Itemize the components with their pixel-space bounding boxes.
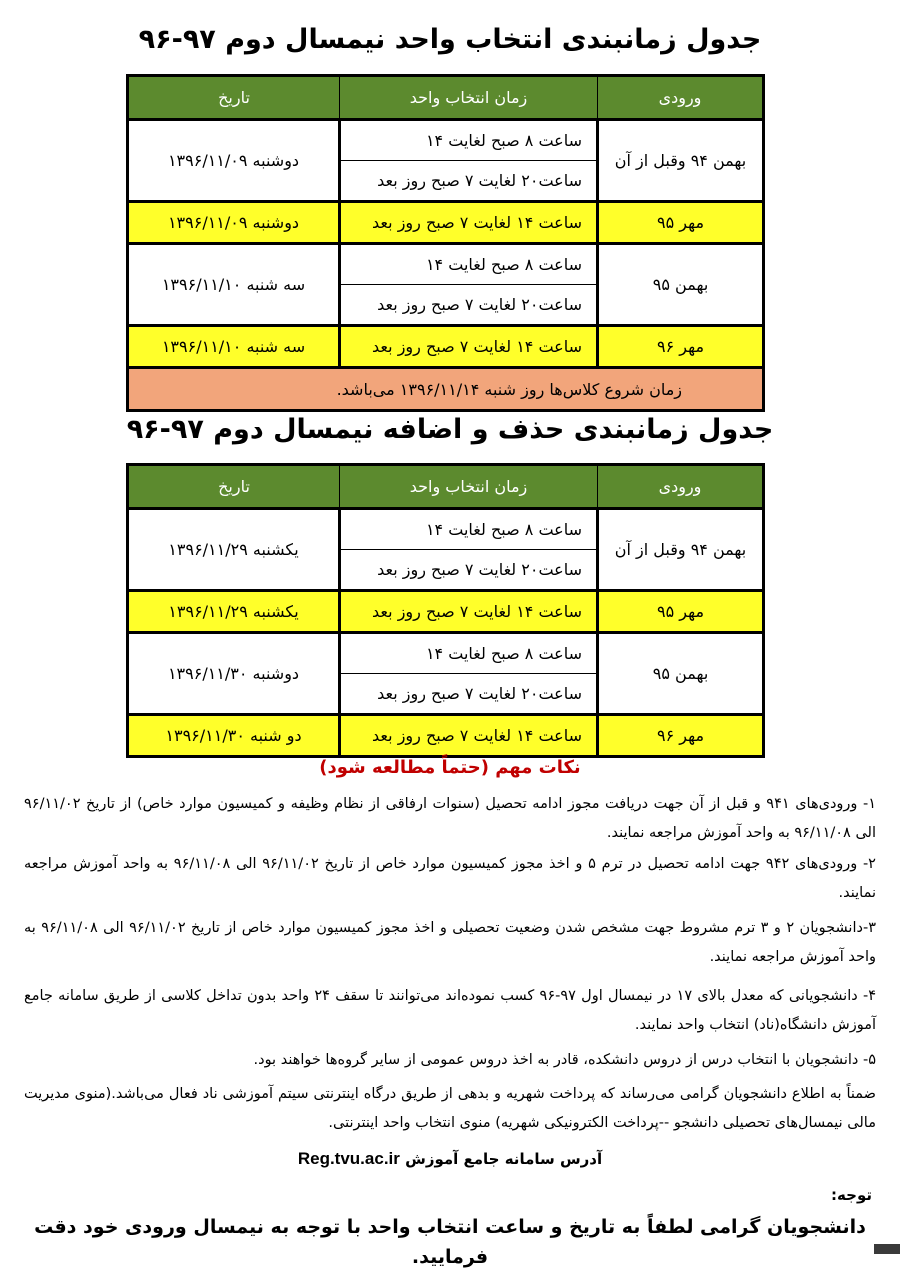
date-cell: یکشنبه ۱۳۹۶/۱۱/۲۹ [128,509,340,591]
header-entry: ورودی [598,465,764,509]
time-slot-morning: ساعت ۸ صبح لغایت ۱۴ [425,520,582,539]
table-row [128,326,764,368]
table-row [128,633,764,715]
time-slot-morning: ساعت ۸ صبح لغایت ۱۴ [425,644,582,663]
date-cell: دوشنبه ۱۳۹۶/۱۱/۰۹ [128,120,340,202]
tuition-payment-note: ضمناً به اطلاع دانشجویان گرامی می‌رساند که پرداخت شهریه و بدهی از طریق درگاه اینترنتی سیتم آموزشی ناد فعال می‌باشد.(منوی مدیریت مالی نیمسال‌های تحصیلی دانشجو --پرداخت الکترونیکی شهریه) منوی انتخاب واحد اینترنتی. [24,1086,876,1131]
table-header-row [128,76,764,120]
entry-cell: بهمن ۹۵ [598,244,764,326]
table-row [128,202,764,244]
time-cell: ساعت ۱۴ لغایت ۷ صبح روز بعد [340,715,598,757]
selection-schedule-table [126,74,765,412]
time-cell: ساعت ۱۴ لغایت ۷ صبح روز بعد [340,326,598,368]
corner-logo-icon [874,1244,900,1254]
entry-cell: مهر ۹۶ [598,326,764,368]
entry-cell: مهر ۹۵ [598,591,764,633]
note-item-2: ۲- ورودی‌های ۹۴۲ جهت ادامه تحصیل در ترم ۵ و اخذ مجوز کمیسیون موارد خاص از تاریخ ۹۶/۱۱/۰۲ الی ۹۶/۱۱/۰۸ به واحد آموزش مراجعه نمایند. [24,856,876,901]
attention-text: دانشجویان گرامی لطفاً به تاریخ و ساعت انتخاب واحد با توجه به نیمسال ورودی خود دقت فرمایید. [34,1216,866,1268]
address-label: آدرس سامانه جامع آموزش [405,1150,603,1168]
header-time: زمان انتخاب واحد [340,76,598,120]
header-date: تاریخ [128,76,340,120]
table2-title: جدول زمانبندی حذف و اضافه نیمسال دوم ۹۷-۹۶ [126,414,774,445]
date-cell: سه شنبه ۱۳۹۶/۱۱/۱۰ [128,326,340,368]
note-item-1: ۱- ورودی‌های ۹۴۱ و قبل از آن جهت دریافت مجوز ادامه تحصیل (سنوات ارفاقی از نظام وظیفه و کمیسیون موارد خاص) از تاریخ ۹۶/۱۱/۰۲ الی ۹۶/۱۱/۰۸ به واحد آموزش مراجعه نمایند. [24,796,876,841]
table-header-row [128,465,764,509]
date-cell: دوشنبه ۱۳۹۶/۱۱/۳۰ [128,633,340,715]
header-time: زمان انتخاب واحد [340,465,598,509]
attention-label: توجه: [831,1186,872,1204]
time-cell [340,120,598,202]
address-url[interactable]: Reg.tvu.ac.ir [297,1149,400,1168]
time-slot-evening: ساعت۲۰ لغایت ۷ صبح روز بعد [341,160,596,200]
entry-cell: بهمن ۹۵ [598,633,764,715]
entry-cell: مهر ۹۶ [598,715,764,757]
table-row [128,509,764,591]
time-cell: ساعت ۱۴ لغایت ۷ صبح روز بعد [340,591,598,633]
table1-title: جدول زمانبندی انتخاب واحد نیمسال دوم ۹۷-۹۶ [138,24,762,55]
add-drop-schedule-table [126,463,765,758]
date-cell: سه شنبه ۱۳۹۶/۱۱/۱۰ [128,244,340,326]
entry-cell: مهر ۹۵ [598,202,764,244]
header-entry: ورودی [598,76,764,120]
entry-cell: بهمن ۹۴ وقبل از آن [598,509,764,591]
class-start-note-row [128,368,764,411]
time-slot-evening: ساعت۲۰ لغایت ۷ صبح روز بعد [341,673,596,713]
important-notes-title: نکات مهم (حتماً مطالعه شود) [319,757,581,778]
table-row [128,244,764,326]
time-slot-morning: ساعت ۸ صبح لغایت ۱۴ [425,131,582,150]
time-cell [340,244,598,326]
table-row [128,715,764,757]
date-cell: دوشنبه ۱۳۹۶/۱۱/۰۹ [128,202,340,244]
entry-cell: بهمن ۹۴ وقبل از آن [598,120,764,202]
note-item-4: ۴- دانشجویانی که معدل بالای ۱۷ در نیمسال اول ۹۷-۹۶ کسب نموده‌اند می‌توانند تا سقف ۲۴ واحد بدون تداخل کلاسی از طریق سامانه جامع آموزش دانشگاه(ناد) انتخاب واحد نمایند. [24,988,876,1033]
note-item-3: ۳-دانشجویان ۲ و ۳ ترم مشروط جهت مشخص شدن وضعیت تحصیلی و اخذ مجوز کمیسیون موارد خاص از تاریخ ۹۶/۱۱/۰۲ الی ۹۶/۱۱/۰۸ به واحد آموزش مراجعه نمایند. [24,920,876,965]
date-cell: دو شنبه ۱۳۹۶/۱۱/۳۰ [128,715,340,757]
note-item-5: ۵- دانشجویان با انتخاب درس از دروس دانشکده، قادر به اخذ دروس عمومی از سایر گروه‌ها خواهند بود. [253,1052,876,1068]
table-row [128,591,764,633]
time-slot-morning: ساعت ۸ صبح لغایت ۱۴ [425,255,582,274]
table-row [128,120,764,202]
time-cell: ساعت ۱۴ لغایت ۷ صبح روز بعد [340,202,598,244]
time-cell [340,633,598,715]
time-cell [340,509,598,591]
header-date: تاریخ [128,465,340,509]
system-address [0,1146,900,1172]
time-slot-evening: ساعت۲۰ لغایت ۷ صبح روز بعد [341,284,596,324]
time-slot-evening: ساعت۲۰ لغایت ۷ صبح روز بعد [341,549,596,589]
date-cell: یکشنبه ۱۳۹۶/۱۱/۲۹ [128,591,340,633]
class-start-note: زمان شروع کلاس‌ها روز شنبه ۱۳۹۶/۱۱/۱۴ می‌باشد. [128,368,764,411]
